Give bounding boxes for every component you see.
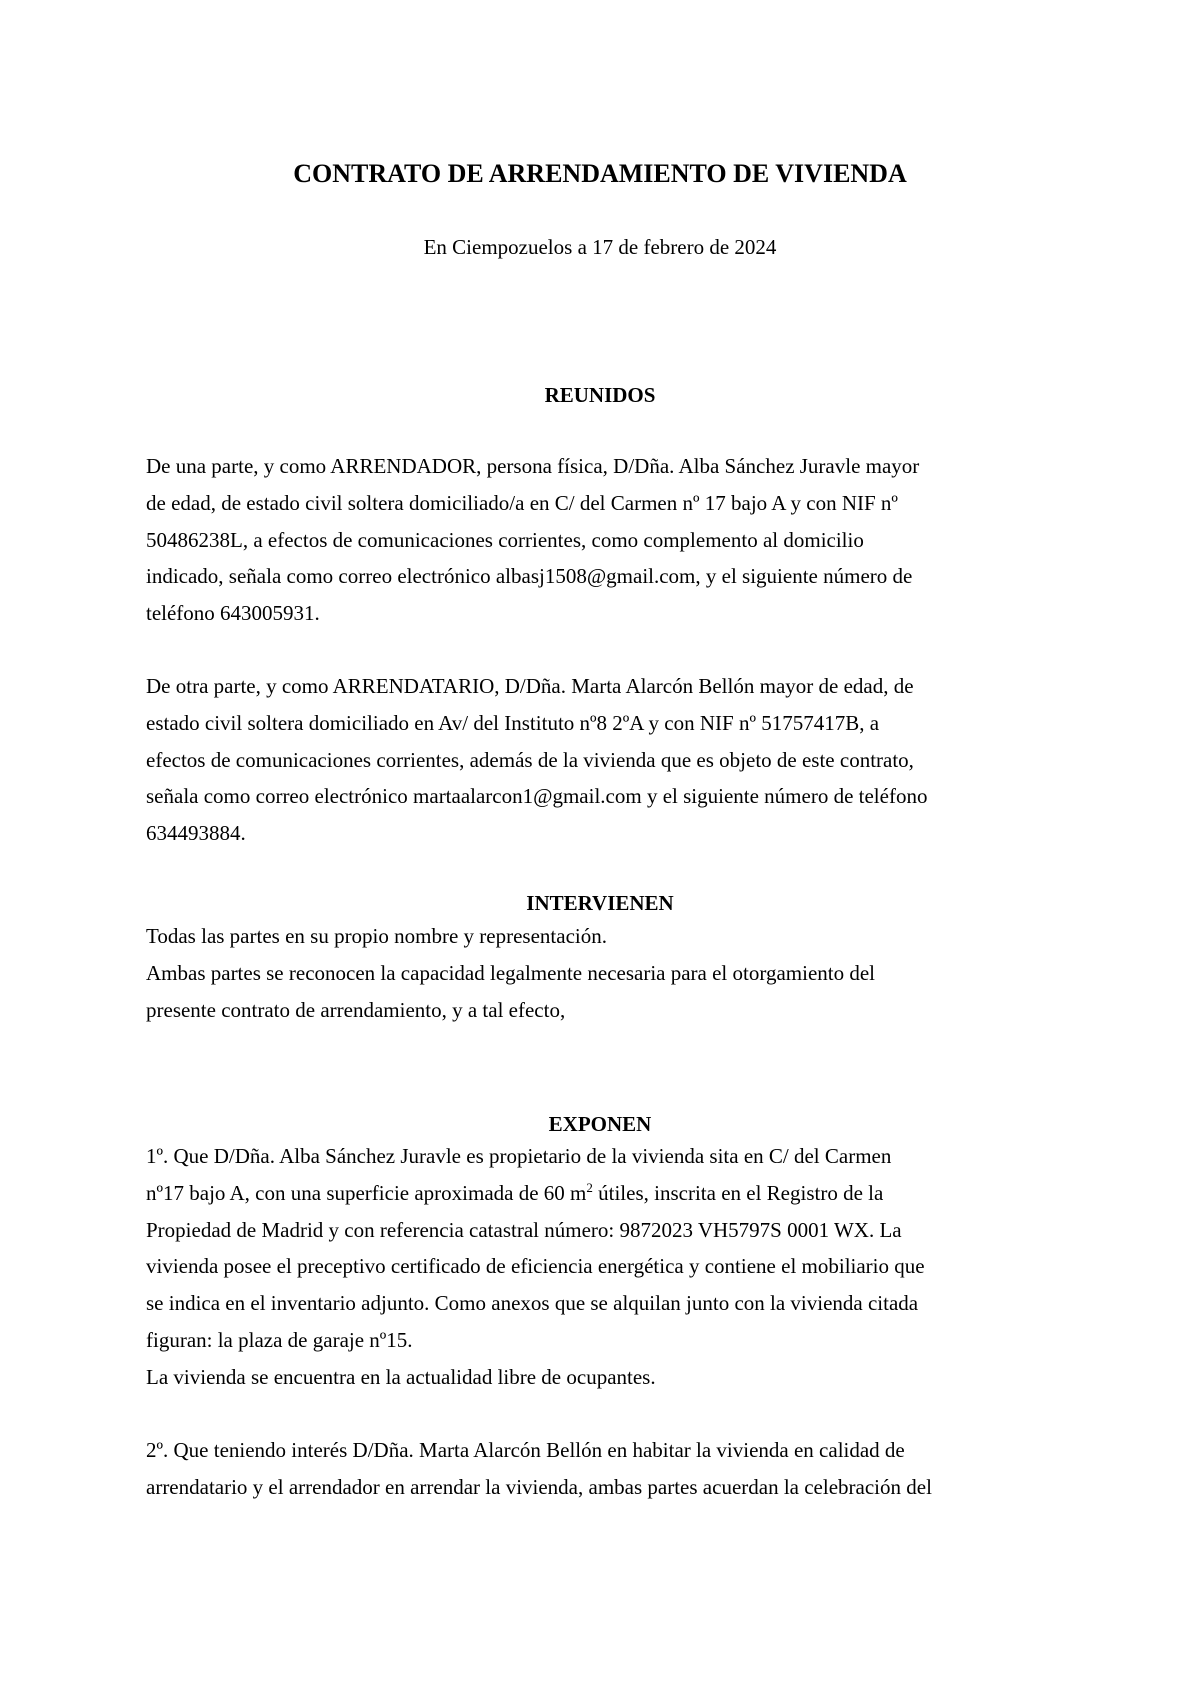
paragraph-line: señala como correo electrónico martaalarcon1@gmail.com y el siguiente número de teléfono	[146, 784, 928, 809]
paragraph-line: figuran: la plaza de garaje nº15.	[146, 1327, 413, 1352]
paragraph-arrendatario	[146, 668, 1066, 852]
paragraph-line: presente contrato de arrendamiento, y a tal efecto,	[146, 997, 566, 1022]
paragraph-exponen-point-1	[146, 1138, 1066, 1396]
heading-reunidos: REUNIDOS	[544, 383, 656, 407]
heading-intervienen: INTERVIENEN	[526, 891, 674, 915]
paragraph-exponen-point-2	[146, 1432, 1066, 1506]
paragraph-line: 634493884.	[146, 821, 246, 846]
paragraph-line: teléfono 643005931.	[146, 601, 320, 626]
paragraph-line: estado civil soltera domiciliado en Av/ del Instituto nº8 2ºA y con NIF nº 51757417B, a	[146, 710, 880, 735]
paragraph-arrendador	[146, 448, 1066, 632]
superscript: 2	[586, 1179, 593, 1195]
paragraph-line: 2º. Que teniendo interés D/Dña. Marta Alarcón Bellón en habitar la vivienda en calidad de	[146, 1438, 905, 1462]
document-title: CONTRATO DE ARRENDAMIENTO DE VIVIENDA	[293, 159, 907, 188]
paragraph-line: arrendatario y el arrendador en arrendar la vivienda, ambas partes acuerdan la celebración del	[146, 1474, 932, 1499]
paragraph-line: vivienda posee el preceptivo certificado de eficiencia energética y contiene el mobiliario que	[146, 1254, 925, 1279]
heading-exponen: EXPONEN	[548, 1112, 652, 1136]
paragraph-intervienen	[146, 918, 1066, 1028]
place-date: En Ciempozuelos a 17 de febrero de 2024	[423, 235, 777, 259]
paragraph-line: De otra parte, y como ARRENDATARIO, D/Dña. Marta Alarcón Bellón mayor de edad, de	[146, 674, 914, 698]
paragraph-line: 50486238L, a efectos de comunicaciones corrientes, como complemento al domicilio	[146, 527, 864, 552]
paragraph-line: Todas las partes en su propio nombre y representación.	[146, 924, 607, 948]
paragraph-line: Ambas partes se reconocen la capacidad legalmente necesaria para el otorgamiento del	[146, 960, 876, 985]
paragraph-line: indicado, señala como correo electrónico albasj1508@gmail.com, y el siguiente número de	[146, 564, 913, 589]
paragraph-line: de edad, de estado civil soltera domiciliado/a en C/ del Carmen nº 17 bajo A y con NIF nº	[146, 490, 898, 515]
paragraph-line: 1º. Que D/Dña. Alba Sánchez Juravle es propietario de la vivienda sita en C/ del Carmen	[146, 1144, 892, 1168]
paragraph-line: La vivienda se encuentra en la actualidad libre de ocupantes.	[146, 1364, 656, 1389]
paragraph-line: se indica en el inventario adjunto. Como anexos que se alquilan junto con la vivienda citada	[146, 1291, 919, 1316]
paragraph-line: De una parte, y como ARRENDADOR, persona física, D/Dña. Alba Sánchez Juravle mayor	[146, 454, 920, 478]
line-text: nº17 bajo A, con una superficie aproximada de 60 m	[146, 1180, 587, 1205]
paragraph-line: Propiedad de Madrid y con referencia catastral número: 9872023 VH5797S 0001 WX. La	[146, 1217, 902, 1242]
paragraph-line: efectos de comunicaciones corrientes, además de la vivienda que es objeto de este contrato,	[146, 747, 914, 772]
paragraph-line	[146, 1175, 1066, 1212]
line-text: útiles, inscrita en el Registro de la	[592, 1180, 884, 1205]
